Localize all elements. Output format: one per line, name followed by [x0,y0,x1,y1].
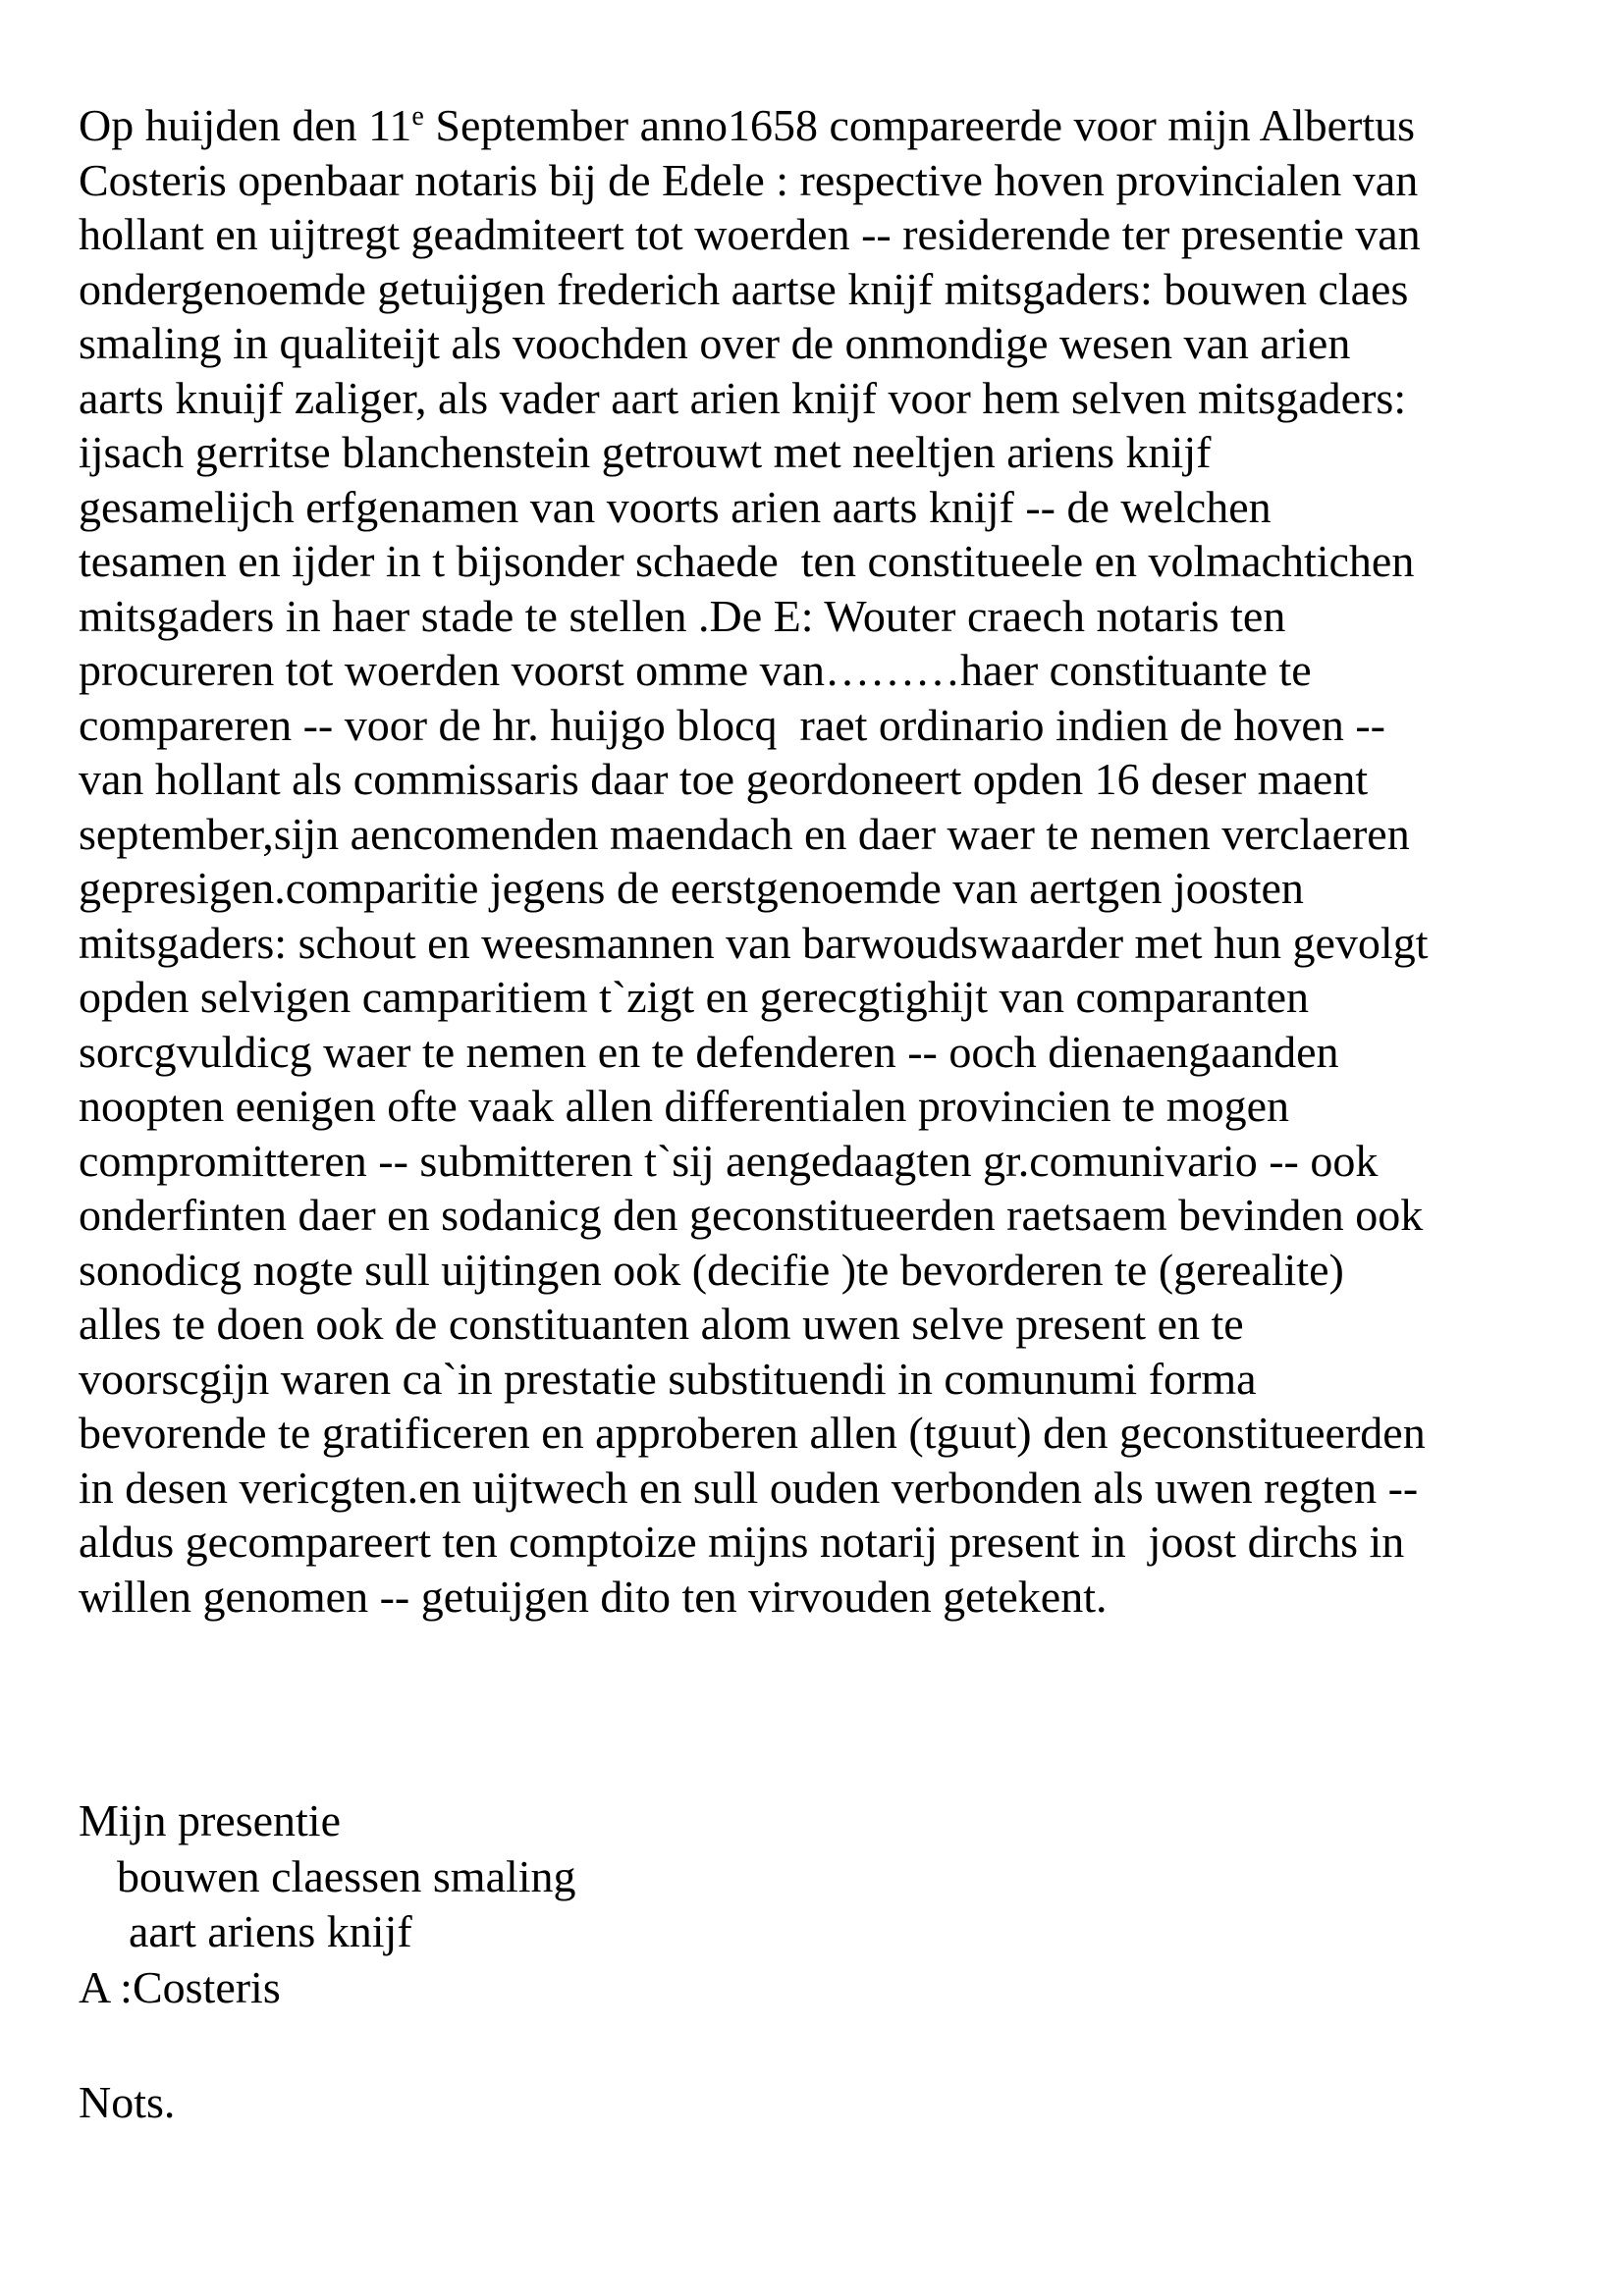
signature-block [79,1793,576,2015]
deed-line: tesamen en ijder in t bijsonder schaede ten constitueele en volmachtichen [79,536,1415,586]
deed-body-text [79,98,1591,1624]
notary-signature: A :Costeris [79,1961,281,2012]
deed-line: sorcgvuldicg waer te nemen en te defenderen -- ooch dienaengaanden [79,1026,1339,1077]
deed-line: mitsgaders: schout en weesmannen van barwoudswaarder met hun gevolgt [79,917,1429,968]
deed-line: compareren -- voor de hr. huijgo blocq raet ordinario indien de hoven -- [79,699,1385,750]
deed-line: voorscgijn waren ca`in prestatie substituendi in comunumi forma [79,1353,1257,1404]
deed-line: compromitteren -- submitteren t`sij aengedaagten gr.comunivario -- ook [79,1135,1379,1186]
deed-line: aldus gecompareert ten comptoize mijns notarij present in joost dirchs in [79,1517,1405,1567]
deed-line: opden selvigen camparitiem t`zigt en gerecgtighijt van comparanten [79,972,1310,1022]
deed-line: gepresigen.comparitie jegens de eerstgenoemde van aertgen joosten [79,863,1304,913]
deed-line: bevorende te gratificeren en approberen allen (tguut) den geconstitueerden [79,1408,1426,1458]
notary-closing: Nots. [79,2077,176,2127]
deed-line: ondergenoemde getuijgen frederich aartse knijf mitsgaders: bouwen claes [79,263,1409,314]
deed-line: willen genomen -- getuijgen dito ten virvouden getekent. [79,1571,1108,1622]
deed-line-1 [79,98,1591,153]
signature-heading: Mijn presentie [79,1795,341,1845]
deed-line: noopten eenigen ofte vaak allen differentialen provincien te mogen [79,1081,1289,1131]
deed-line: van hollant als commissaris daar toe geordoneert opden 16 deser maent [79,754,1369,804]
deed-line: ijsach gerritse blanchenstein getrouwt met neeltjen ariens knijf [79,427,1212,477]
deed-line: aarts knuijf zaliger, als vader aart arien knijf voor hem selven mitsgaders: [79,372,1407,423]
witness-signature-2: aart ariens knijf [129,1906,412,1956]
deed-line: hollant en uijtregt geadmiteert tot woerden -- residerende ter presentie van [79,209,1421,259]
deed-line-1-start: Op huijden den 11 [79,100,412,150]
deed-line: in desen vericgten.en uijtwech en sull ouden verbonden als uwen regten -- [79,1462,1419,1513]
ordinal-superscript: e [411,101,424,132]
deed-line: september,sijn aencomenden maendach en daer waer te nemen verclaeren [79,808,1410,859]
deed-line: Costeris openbaar notaris bij de Edele : respective hoven provincialen van [79,154,1419,205]
deed-line: onderfinten daer en sodanicg den geconstitueerden raetsaem bevinden ook [79,1190,1424,1240]
deed-line: smaling in qualiteijt als voochden over de onmondige wesen van arien [79,318,1351,368]
deed-line: alles te doen ook de constituanten alom uwen selve present en te [79,1299,1244,1349]
deed-line: mitsgaders in haer stade te stellen .De E: Wouter craech notaris ten [79,590,1286,641]
deed-line: sonodicg nogte sull uijtingen ook (decifie )te bevorderen te (gerealite) [79,1244,1344,1295]
deed-line: gesamelijch erfgenamen van voorts arien aarts knijf -- de welchen [79,481,1272,532]
witness-signature-1: bouwen claessen smaling [117,1850,576,1901]
deed-line: procureren tot woerden voorst omme van………haer constituante te [79,645,1312,695]
deed-line-1-end: September anno1658 compareerde voor mijn Albertus [423,100,1416,150]
